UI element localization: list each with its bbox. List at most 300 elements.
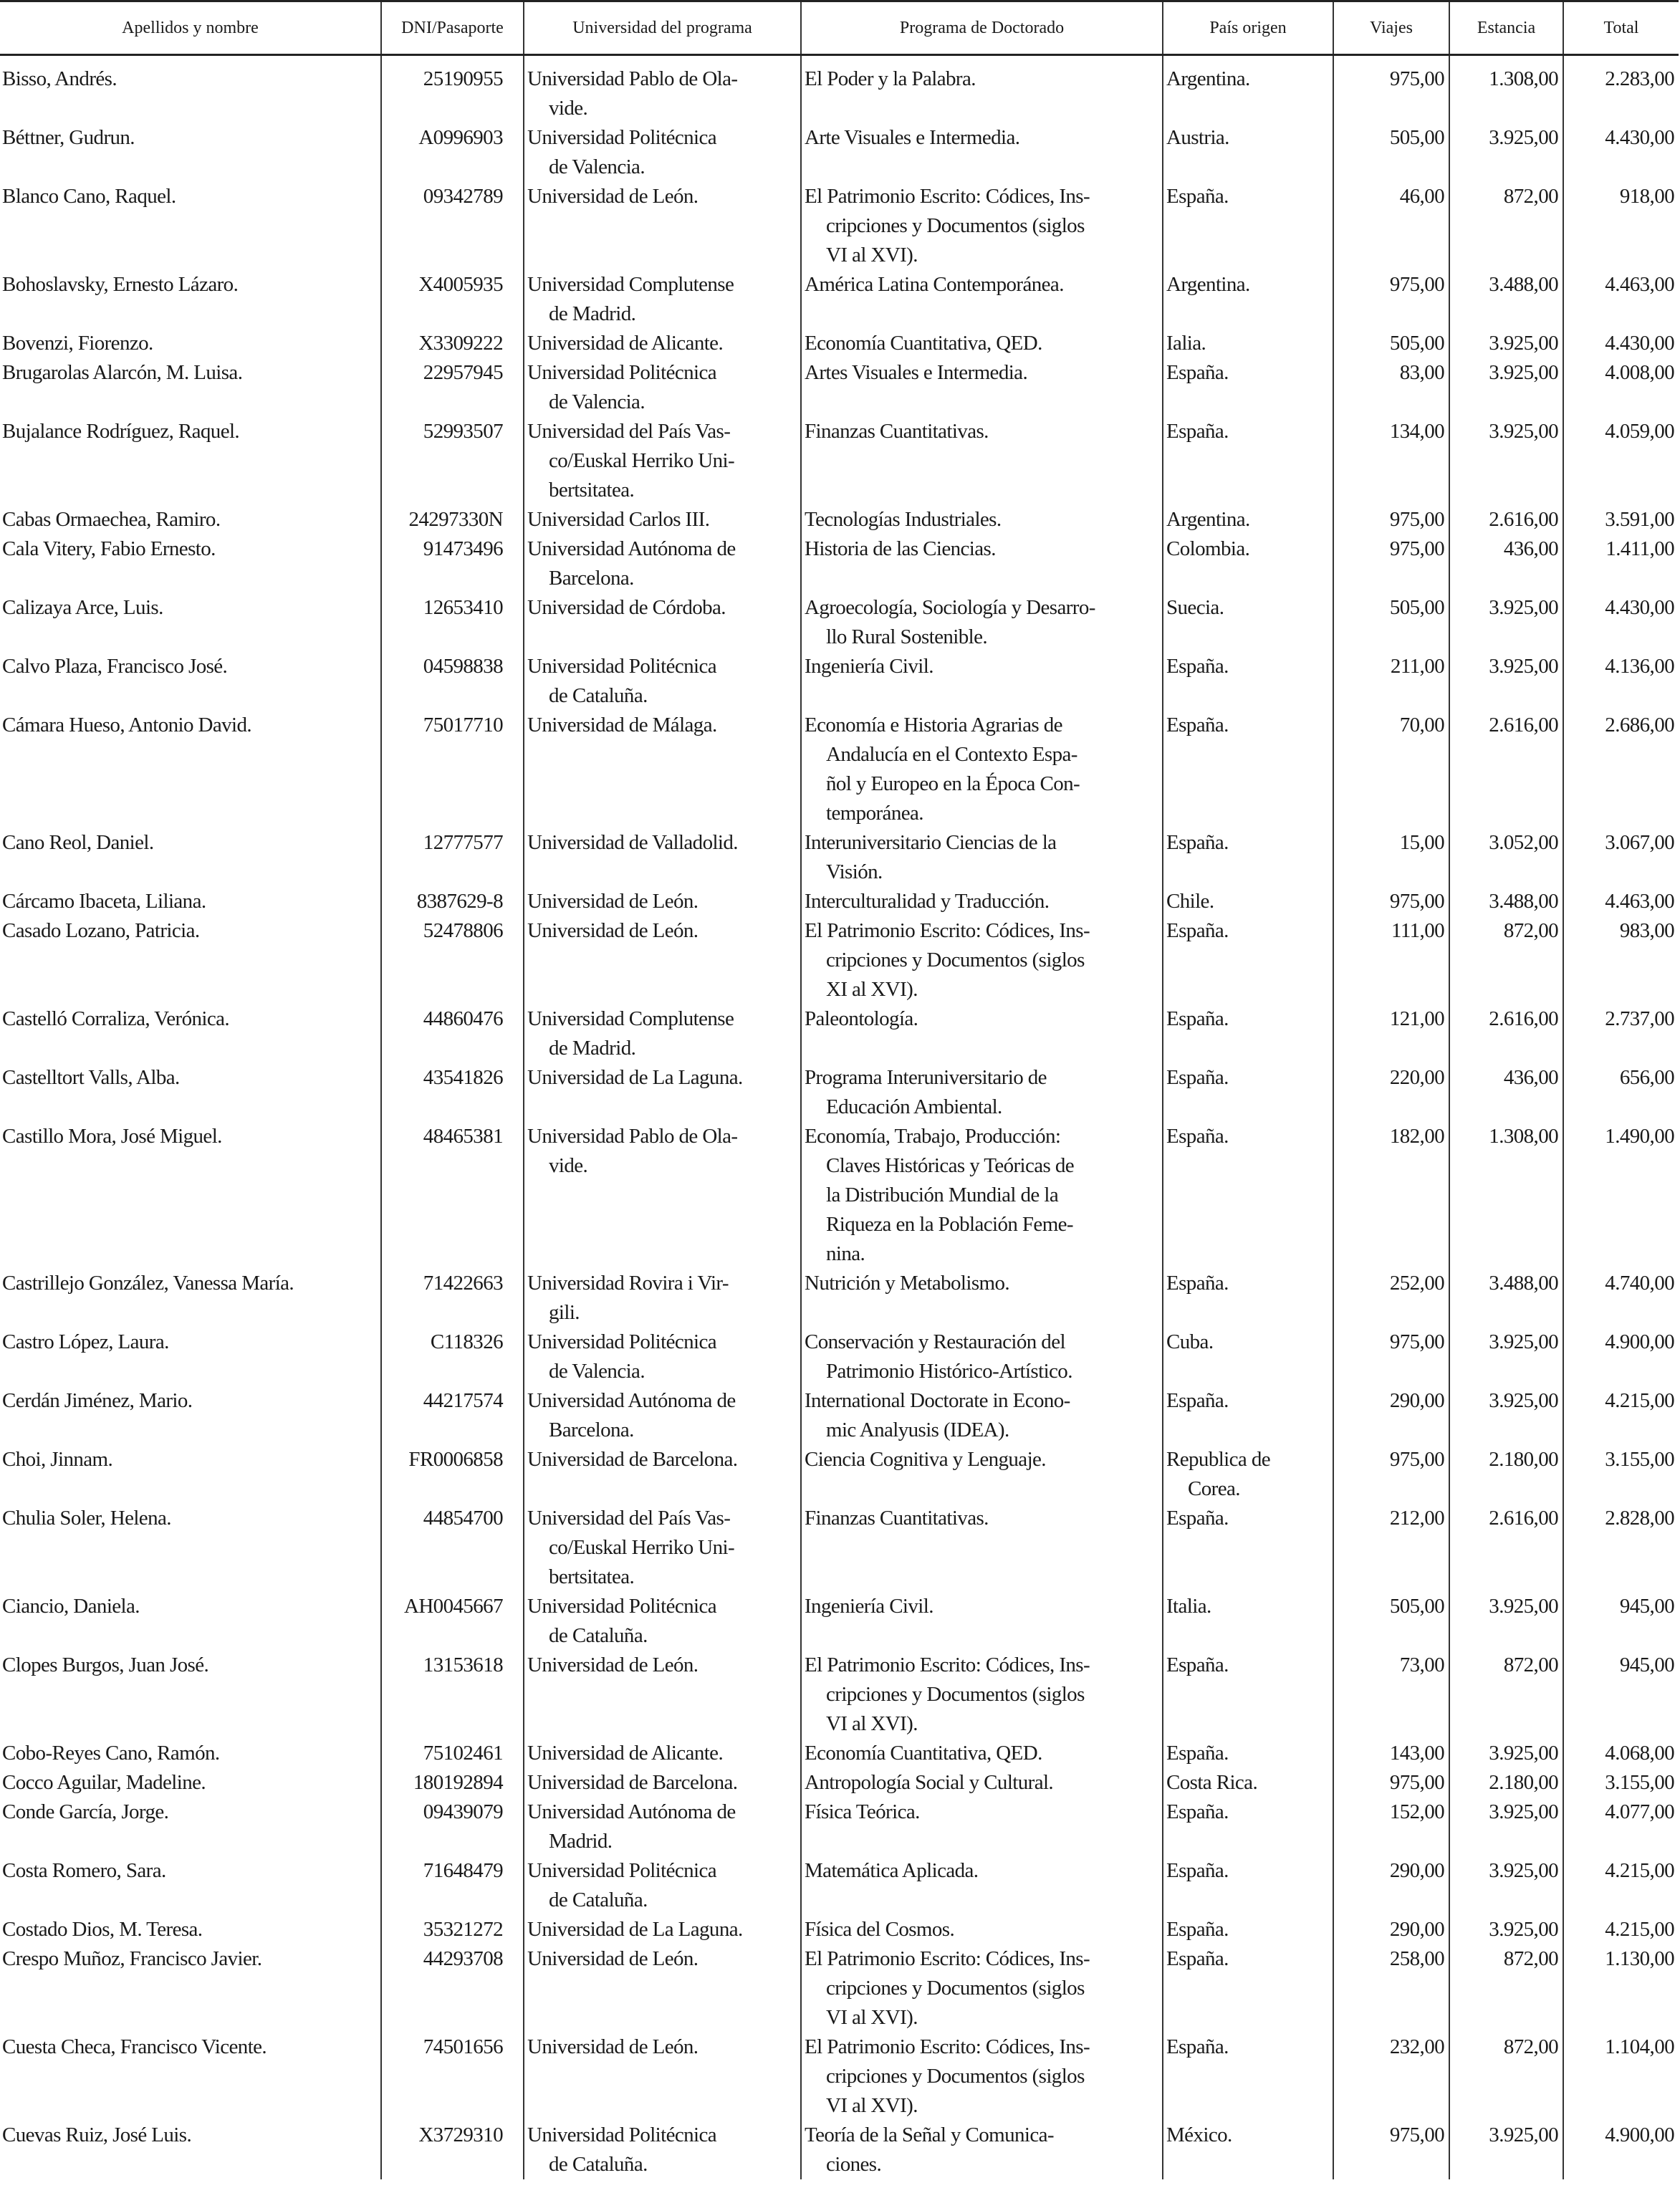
cell-travel: 182,00 [1333, 1122, 1449, 1269]
cell-university: Universidad de Barcelona. [524, 1768, 801, 1798]
table-row [0, 593, 1679, 652]
cell-dni: 74501656 [381, 2033, 524, 2121]
table-row [0, 1944, 1679, 2033]
cell-name: Bovenzi, Fiorenzo. [2, 332, 153, 355]
cell-travel: 975,00 [1333, 1328, 1449, 1386]
cell-stay: 872,00 [1449, 1651, 1563, 1739]
cell-university: Universidad de La Laguna. [524, 1915, 801, 1944]
cell-country: Italia. [1163, 1592, 1333, 1651]
cell-total: 4.077,00 [1563, 1798, 1679, 1856]
cell-name: Cabas Ormaechea, Ramiro. [2, 508, 221, 531]
cell-program: Arte Visuales e Intermedia. [801, 123, 1163, 182]
cell-dni: 22957945 [381, 358, 524, 417]
cell-dni: 71648479 [381, 1856, 524, 1915]
cell-country: España. [1163, 1004, 1333, 1063]
cell-dni: C118326 [381, 1328, 524, 1386]
cell-dni: 25190955 [381, 55, 524, 124]
cell-dni: 52993507 [381, 417, 524, 505]
cell-dni: 44860476 [381, 1004, 524, 1063]
cell-stay: 2.616,00 [1449, 1504, 1563, 1592]
cell-stay: 3.052,00 [1449, 828, 1563, 887]
cell-stay: 3.488,00 [1449, 1269, 1563, 1328]
cell-dni: 12653410 [381, 593, 524, 652]
cell-university: Universidad Politécnica de Valencia. [524, 123, 801, 182]
cell-total: 1.411,00 [1563, 534, 1679, 593]
table-row [0, 534, 1679, 593]
cell-university: Universidad Complutense de Madrid. [524, 1004, 801, 1063]
cell-stay: 872,00 [1449, 916, 1563, 1004]
cell-total: 656,00 [1563, 1063, 1679, 1122]
cell-travel: 232,00 [1333, 2033, 1449, 2121]
cell-total: 4.215,00 [1563, 1856, 1679, 1915]
cell-travel: 211,00 [1333, 652, 1449, 711]
cell-university: Universidad Politécnica de Valencia. [524, 358, 801, 417]
cell-travel: 15,00 [1333, 828, 1449, 887]
cell-country: Austria. [1163, 123, 1333, 182]
header-country: País origen [1163, 1, 1333, 55]
header-dni: DNI/Pasaporte [381, 1, 524, 55]
table-row [0, 270, 1679, 329]
cell-stay: 3.925,00 [1449, 652, 1563, 711]
cell-country: España. [1163, 1386, 1333, 1445]
cell-stay: 3.925,00 [1449, 1386, 1563, 1445]
table-row [0, 2121, 1679, 2179]
cell-stay: 3.925,00 [1449, 1328, 1563, 1386]
cell-travel: 975,00 [1333, 534, 1449, 593]
cell-university: Universidad de Alicante. [524, 1739, 801, 1768]
cell-country: España. [1163, 1651, 1333, 1739]
cell-name: Clopes Burgos, Juan José. [2, 1654, 209, 1676]
cell-name: Castillo Mora, José Miguel. [2, 1125, 222, 1148]
cell-total: 1.104,00 [1563, 2033, 1679, 2121]
cell-university: Universidad de León. [524, 887, 801, 916]
cell-total: 3.591,00 [1563, 505, 1679, 534]
table-row [0, 711, 1679, 828]
cell-university: Universidad de León. [524, 1944, 801, 2033]
cell-stay: 3.925,00 [1449, 123, 1563, 182]
cell-university: Universidad de La Laguna. [524, 1063, 801, 1122]
cell-dni: 09342789 [381, 182, 524, 270]
cell-program: Programa Interuniversitario de Educación Ambiental. [801, 1063, 1163, 1122]
cell-university: Universidad Politécnica de Cataluña. [524, 2121, 801, 2179]
cell-travel: 83,00 [1333, 358, 1449, 417]
cell-dni: 43541826 [381, 1063, 524, 1122]
cell-total: 3.155,00 [1563, 1768, 1679, 1798]
cell-total: 2.828,00 [1563, 1504, 1679, 1592]
table-row [0, 652, 1679, 711]
cell-name: Cano Reol, Daniel. [2, 831, 154, 854]
cell-travel: 212,00 [1333, 1504, 1449, 1592]
header-name: Apellidos y nombre [0, 1, 381, 55]
cell-name: Cala Vitery, Fabio Ernesto. [2, 537, 216, 560]
cell-dni: X3729310 [381, 2121, 524, 2179]
cell-country: España. [1163, 2033, 1333, 2121]
cell-name: Castelló Corraliza, Verónica. [2, 1007, 230, 1030]
cell-program: Física Teórica. [801, 1798, 1163, 1856]
cell-travel: 505,00 [1333, 123, 1449, 182]
cell-country: Argentina. [1163, 55, 1333, 124]
cell-country: México. [1163, 2121, 1333, 2179]
cell-stay: 2.616,00 [1449, 505, 1563, 534]
cell-country: España. [1163, 358, 1333, 417]
cell-name: Cerdán Jiménez, Mario. [2, 1389, 193, 1412]
table-row [0, 1445, 1679, 1504]
header-travel: Viajes [1333, 1, 1449, 55]
table-row [0, 1739, 1679, 1768]
table-row [0, 123, 1679, 182]
cell-program: Economía Cuantitativa, QED. [801, 329, 1163, 358]
cell-stay: 3.925,00 [1449, 358, 1563, 417]
table-row [0, 1798, 1679, 1856]
cell-university: Universidad Pablo de Ola- vide. [524, 1122, 801, 1269]
cell-travel: 134,00 [1333, 417, 1449, 505]
cell-country: España. [1163, 652, 1333, 711]
cell-name: Castro López, Laura. [2, 1330, 169, 1353]
cell-total: 4.463,00 [1563, 887, 1679, 916]
cell-name: Calvo Plaza, Francisco José. [2, 655, 228, 678]
cell-name: Blanco Cano, Raquel. [2, 185, 176, 208]
cell-university: Universidad Complutense de Madrid. [524, 270, 801, 329]
cell-total: 4.430,00 [1563, 123, 1679, 182]
cell-program: Economía Cuantitativa, QED. [801, 1739, 1163, 1768]
cell-stay: 3.488,00 [1449, 887, 1563, 916]
cell-university: Universidad de León. [524, 2033, 801, 2121]
cell-stay: 872,00 [1449, 182, 1563, 270]
cell-total: 4.740,00 [1563, 1269, 1679, 1328]
cell-country: España. [1163, 417, 1333, 505]
table-row [0, 505, 1679, 534]
cell-total: 1.490,00 [1563, 1122, 1679, 1269]
table-row [0, 1122, 1679, 1269]
cell-university: Universidad Politécnica de Cataluña. [524, 1856, 801, 1915]
cell-university: Universidad Carlos III. [524, 505, 801, 534]
cell-total: 983,00 [1563, 916, 1679, 1004]
cell-university: Universidad de León. [524, 1651, 801, 1739]
cell-university: Universidad de León. [524, 182, 801, 270]
cell-country: Argentina. [1163, 270, 1333, 329]
cell-dni: 04598838 [381, 652, 524, 711]
cell-travel: 975,00 [1333, 1445, 1449, 1504]
cell-dni: 35321272 [381, 1915, 524, 1944]
cell-total: 4.215,00 [1563, 1915, 1679, 1944]
cell-name: Calizaya Arce, Luis. [2, 596, 163, 619]
cell-name: Brugarolas Alarcón, M. Luisa. [2, 361, 243, 384]
cell-travel: 143,00 [1333, 1739, 1449, 1768]
cell-university: Universidad Politécnica de Cataluña. [524, 1592, 801, 1651]
cell-travel: 290,00 [1333, 1856, 1449, 1915]
cell-total: 3.155,00 [1563, 1445, 1679, 1504]
cell-country: España. [1163, 1739, 1333, 1768]
cell-dni: 75102461 [381, 1739, 524, 1768]
cell-name: Cocco Aguilar, Madeline. [2, 1771, 206, 1794]
table-row [0, 2033, 1679, 2121]
cell-university: Universidad Autónoma de Barcelona. [524, 1386, 801, 1445]
cell-dni: 24297330N [381, 505, 524, 534]
cell-country: España. [1163, 1798, 1333, 1856]
cell-program: Finanzas Cuantitativas. [801, 417, 1163, 505]
cell-stay: 3.925,00 [1449, 1856, 1563, 1915]
cell-stay: 436,00 [1449, 534, 1563, 593]
cell-name: Casado Lozano, Patricia. [2, 919, 200, 942]
cell-travel: 975,00 [1333, 887, 1449, 916]
table-row [0, 1386, 1679, 1445]
cell-travel: 505,00 [1333, 1592, 1449, 1651]
cell-travel: 70,00 [1333, 711, 1449, 828]
header-program: Programa de Doctorado [801, 1, 1163, 55]
cell-total: 4.008,00 [1563, 358, 1679, 417]
cell-university: Universidad Politécnica de Valencia. [524, 1328, 801, 1386]
table-row [0, 1328, 1679, 1386]
cell-total: 4.068,00 [1563, 1739, 1679, 1768]
cell-travel: 505,00 [1333, 593, 1449, 652]
cell-total: 4.059,00 [1563, 417, 1679, 505]
table-row [0, 358, 1679, 417]
cell-university: Universidad de Málaga. [524, 711, 801, 828]
cell-travel: 505,00 [1333, 329, 1449, 358]
cell-name: Cuesta Checa, Francisco Vicente. [2, 2035, 267, 2058]
cell-dni: 12777577 [381, 828, 524, 887]
table-row [0, 1856, 1679, 1915]
cell-university: Universidad de Barcelona. [524, 1445, 801, 1504]
cell-country: España. [1163, 1944, 1333, 2033]
header-total: Total [1563, 1, 1679, 55]
cell-university: Universidad de León. [524, 916, 801, 1004]
table-row [0, 1651, 1679, 1739]
cell-university: Universidad del País Vas- co/Euskal Herriko Uni- bertsitatea. [524, 1504, 801, 1592]
cell-program: Interuniversitario Ciencias de la Visión. [801, 828, 1163, 887]
cell-stay: 3.488,00 [1449, 270, 1563, 329]
cell-university: Universidad de Córdoba. [524, 593, 801, 652]
cell-country: España. [1163, 1915, 1333, 1944]
cell-dni: 44217574 [381, 1386, 524, 1445]
cell-country: España. [1163, 182, 1333, 270]
cell-total: 918,00 [1563, 182, 1679, 270]
cell-dni: A0996903 [381, 123, 524, 182]
cell-travel: 975,00 [1333, 55, 1449, 124]
cell-travel: 290,00 [1333, 1386, 1449, 1445]
cell-name: Chulia Soler, Helena. [2, 1507, 171, 1530]
cell-travel: 73,00 [1333, 1651, 1449, 1739]
cell-stay: 3.925,00 [1449, 1915, 1563, 1944]
cell-dni: 48465381 [381, 1122, 524, 1269]
cell-name: Choi, Jinnam. [2, 1448, 113, 1471]
cell-name: Cuevas Ruiz, José Luis. [2, 2123, 192, 2146]
cell-university: Universidad del País Vas- co/Euskal Herriko Uni- bertsitatea. [524, 417, 801, 505]
cell-country: Argentina. [1163, 505, 1333, 534]
cell-stay: 1.308,00 [1449, 55, 1563, 124]
cell-program: Agroecología, Sociología y Desarro- llo Rural Sostenible. [801, 593, 1163, 652]
cell-country: Colombia. [1163, 534, 1333, 593]
cell-total: 4.430,00 [1563, 593, 1679, 652]
cell-university: Universidad de Alicante. [524, 329, 801, 358]
cell-country: España. [1163, 1122, 1333, 1269]
cell-program: Artes Visuales e Intermedia. [801, 358, 1163, 417]
cell-program: América Latina Contemporánea. [801, 270, 1163, 329]
cell-total: 4.136,00 [1563, 652, 1679, 711]
cell-name: Cárcamo Ibaceta, Liliana. [2, 890, 206, 913]
cell-program: Conservación y Restauración del Patrimonio Histórico-Artístico. [801, 1328, 1163, 1386]
cell-name: Bujalance Rodríguez, Raquel. [2, 420, 240, 443]
cell-stay: 2.616,00 [1449, 1004, 1563, 1063]
cell-travel: 975,00 [1333, 270, 1449, 329]
cell-travel: 152,00 [1333, 1798, 1449, 1856]
table-row [0, 1504, 1679, 1592]
cell-program: El Patrimonio Escrito: Códices, Ins- cripciones y Documentos (siglos XI al XVI). [801, 916, 1163, 1004]
cell-country: España. [1163, 916, 1333, 1004]
cell-country: Costa Rica. [1163, 1768, 1333, 1798]
cell-dni: 52478806 [381, 916, 524, 1004]
cell-university: Universidad Rovira i Vir- gili. [524, 1269, 801, 1328]
table-row [0, 887, 1679, 916]
table-row [0, 1063, 1679, 1122]
cell-total: 2.283,00 [1563, 55, 1679, 124]
cell-stay: 3.925,00 [1449, 1739, 1563, 1768]
header-row [0, 1, 1679, 55]
cell-country: Republica de Corea. [1163, 1445, 1333, 1504]
cell-travel: 46,00 [1333, 182, 1449, 270]
cell-dni: 75017710 [381, 711, 524, 828]
cell-program: El Patrimonio Escrito: Códices, Ins- cripciones y Documentos (siglos VI al XVI). [801, 2033, 1163, 2121]
cell-total: 2.737,00 [1563, 1004, 1679, 1063]
cell-country: Suecia. [1163, 593, 1333, 652]
cell-program: Economía, Trabajo, Producción: Claves Históricas y Teóricas de la Distribución Mundial de la Riqueza en la Población Feme- nina. [801, 1122, 1163, 1269]
cell-travel: 220,00 [1333, 1063, 1449, 1122]
cell-name: Ciancio, Daniela. [2, 1595, 140, 1618]
cell-stay: 2.180,00 [1449, 1768, 1563, 1798]
cell-stay: 3.925,00 [1449, 593, 1563, 652]
cell-name: Cobo-Reyes Cano, Ramón. [2, 1742, 220, 1765]
cell-dni: 13153618 [381, 1651, 524, 1739]
cell-country: España. [1163, 1504, 1333, 1592]
cell-travel: 252,00 [1333, 1269, 1449, 1328]
table-row [0, 417, 1679, 505]
cell-stay: 436,00 [1449, 1063, 1563, 1122]
cell-program: Interculturalidad y Traducción. [801, 887, 1163, 916]
cell-university: Universidad Politécnica de Cataluña. [524, 652, 801, 711]
cell-country: España. [1163, 711, 1333, 828]
cell-dni: 91473496 [381, 534, 524, 593]
cell-total: 945,00 [1563, 1651, 1679, 1739]
cell-travel: 121,00 [1333, 1004, 1449, 1063]
table-row [0, 828, 1679, 887]
cell-program: Historia de las Ciencias. [801, 534, 1163, 593]
cell-program: Teoría de la Señal y Comunica- ciones. [801, 2121, 1163, 2179]
cell-total: 2.686,00 [1563, 711, 1679, 828]
cell-name: Béttner, Gudrun. [2, 126, 135, 149]
table-row [0, 329, 1679, 358]
cell-stay: 872,00 [1449, 1944, 1563, 2033]
cell-university: Universidad Pablo de Ola- vide. [524, 55, 801, 124]
cell-travel: 975,00 [1333, 2121, 1449, 2179]
table-row [0, 182, 1679, 270]
cell-travel: 290,00 [1333, 1915, 1449, 1944]
table-row [0, 55, 1679, 124]
cell-university: Universidad de Valladolid. [524, 828, 801, 887]
cell-stay: 2.180,00 [1449, 1445, 1563, 1504]
cell-total: 4.900,00 [1563, 1328, 1679, 1386]
cell-country: España. [1163, 1269, 1333, 1328]
cell-dni: 44293708 [381, 1944, 524, 2033]
cell-program: Ingeniería Civil. [801, 1592, 1163, 1651]
cell-program: Antropología Social y Cultural. [801, 1768, 1163, 1798]
cell-stay: 3.925,00 [1449, 1592, 1563, 1651]
cell-travel: 258,00 [1333, 1944, 1449, 2033]
cell-program: El Patrimonio Escrito: Códices, Ins- cripciones y Documentos (siglos VI al XVI). [801, 182, 1163, 270]
cell-country: España. [1163, 828, 1333, 887]
cell-program: International Doctorate in Econo- mic Analyusis (IDEA). [801, 1386, 1163, 1445]
cell-name: Costado Dios, M. Teresa. [2, 1918, 203, 1941]
cell-stay: 1.308,00 [1449, 1122, 1563, 1269]
cell-country: Ialia. [1163, 329, 1333, 358]
table-row [0, 1004, 1679, 1063]
table-row [0, 916, 1679, 1004]
cell-program: Física del Cosmos. [801, 1915, 1163, 1944]
cell-program: Paleontología. [801, 1004, 1163, 1063]
table-row [0, 1592, 1679, 1651]
cell-dni: AH0045667 [381, 1592, 524, 1651]
cell-name: Crespo Muñoz, Francisco Javier. [2, 1947, 262, 1970]
cell-stay: 3.925,00 [1449, 1798, 1563, 1856]
cell-program: Ciencia Cognitiva y Lenguaje. [801, 1445, 1163, 1504]
cell-program: El Poder y la Palabra. [801, 55, 1163, 124]
cell-dni: 8387629-8 [381, 887, 524, 916]
cell-dni: 44854700 [381, 1504, 524, 1592]
cell-total: 4.430,00 [1563, 329, 1679, 358]
table-body [0, 55, 1679, 2180]
cell-stay: 3.925,00 [1449, 2121, 1563, 2179]
cell-total: 945,00 [1563, 1592, 1679, 1651]
cell-total: 1.130,00 [1563, 1944, 1679, 2033]
cell-stay: 872,00 [1449, 2033, 1563, 2121]
table-row [0, 1768, 1679, 1798]
cell-program: Matemática Aplicada. [801, 1856, 1163, 1915]
cell-total: 4.215,00 [1563, 1386, 1679, 1445]
cell-program: Finanzas Cuantitativas. [801, 1504, 1163, 1592]
cell-stay: 3.925,00 [1449, 417, 1563, 505]
header-university: Universidad del programa [524, 1, 801, 55]
header-stay: Estancia [1449, 1, 1563, 55]
cell-name: Castelltort Valls, Alba. [2, 1066, 180, 1089]
cell-travel: 975,00 [1333, 1768, 1449, 1798]
cell-university: Universidad Autónoma de Barcelona. [524, 534, 801, 593]
cell-program: Economía e Historia Agrarias de Andalucía en el Contexto Espa- ñol y Europeo en la Época Con- temporánea. [801, 711, 1163, 828]
cell-program: Tecnologías Industriales. [801, 505, 1163, 534]
cell-dni: X4005935 [381, 270, 524, 329]
cell-travel: 975,00 [1333, 505, 1449, 534]
cell-program: Nutrición y Metabolismo. [801, 1269, 1163, 1328]
cell-dni: FR0006858 [381, 1445, 524, 1504]
table-row [0, 1915, 1679, 1944]
cell-travel: 111,00 [1333, 916, 1449, 1004]
cell-program: El Patrimonio Escrito: Códices, Ins- cripciones y Documentos (siglos VI al XVI). [801, 1651, 1163, 1739]
cell-country: Chile. [1163, 887, 1333, 916]
cell-country: España. [1163, 1063, 1333, 1122]
cell-name: Cámara Hueso, Antonio David. [2, 714, 252, 736]
cell-dni: 71422663 [381, 1269, 524, 1328]
table-row [0, 1269, 1679, 1328]
cell-dni: 180192894 [381, 1768, 524, 1798]
cell-dni: X3309222 [381, 329, 524, 358]
cell-stay: 3.925,00 [1449, 329, 1563, 358]
cell-name: Bohoslavsky, Ernesto Lázaro. [2, 273, 239, 296]
cell-name: Conde García, Jorge. [2, 1800, 169, 1823]
cell-program: El Patrimonio Escrito: Códices, Ins- cripciones y Documentos (siglos VI al XVI). [801, 1944, 1163, 2033]
cell-country: Cuba. [1163, 1328, 1333, 1386]
cell-country: España. [1163, 1856, 1333, 1915]
cell-name: Castrillejo González, Vanessa María. [2, 1272, 294, 1295]
cell-name: Costa Romero, Sara. [2, 1859, 166, 1882]
cell-total: 4.900,00 [1563, 2121, 1679, 2179]
